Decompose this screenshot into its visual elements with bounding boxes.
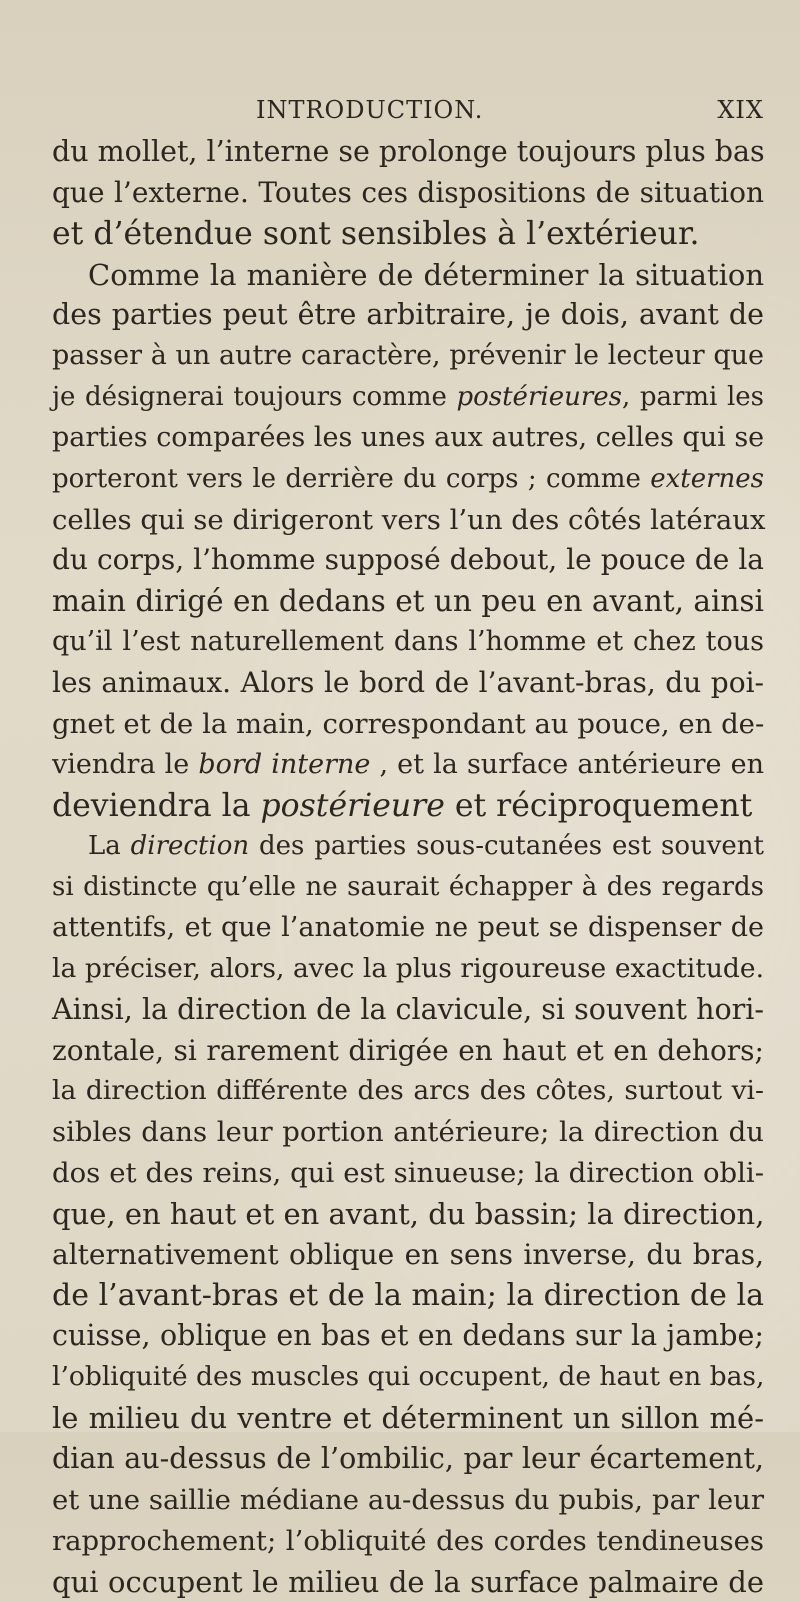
- text-line: [52, 786, 764, 827]
- text-line: [52, 622, 764, 663]
- text-segment: qu’il l’est naturellement dans l’homme et chez tous: [52, 626, 764, 658]
- text-line: [52, 1276, 764, 1317]
- text-segment: La: [88, 831, 131, 862]
- text-line: [52, 867, 764, 908]
- running-title: INTRODUCTION.: [256, 96, 484, 124]
- text-line: [52, 500, 764, 541]
- text-line: [52, 1112, 764, 1153]
- text-line: [52, 1439, 764, 1480]
- text-segment: deviendra la: [52, 787, 261, 824]
- text-segment: zontale, si rarement dirigée en haut et en dehors;: [52, 1033, 764, 1067]
- italic-term: externes: [650, 463, 764, 494]
- running-head: [56, 96, 764, 130]
- text-segment: dos et des reins, qui est sinueuse; la direction obli-: [52, 1157, 764, 1190]
- text-line: [52, 459, 764, 500]
- text-line: [52, 663, 764, 704]
- text-segment: si distincte qu’elle ne saurait échapper à des regards: [52, 872, 764, 903]
- text-line: [52, 581, 764, 622]
- text-segment: viendra le: [52, 748, 199, 780]
- text-segment: porteront vers le derrière du corps ; comme: [52, 463, 651, 494]
- text-segment: cuisse, oblique en bas et en dedans sur la jambe;: [52, 1319, 764, 1353]
- text-segment: , parmi les: [621, 382, 764, 413]
- text-segment: et une saillie médiane au-dessus du pubis, par leur: [52, 1483, 764, 1516]
- text-segment: les animaux. Alors le bord de l’avant-bras, du poi-: [52, 665, 764, 699]
- text-segment: la préciser, alors, avec la plus rigoureuse exactitude.: [52, 952, 764, 984]
- text-segment: la direction différente des arcs des côtes, surtout vi-: [52, 1075, 764, 1107]
- text-segment: alternativement oblique en sens inverse, du bras,: [52, 1237, 764, 1271]
- text-segment: Comme la manière de déterminer la situation: [88, 257, 764, 292]
- text-segment: des parties peut être arbitraire, je dois, avant de: [52, 298, 764, 332]
- text-segment: du mollet, l’interne se prolonge toujours plus bas: [52, 135, 765, 168]
- text-segment: que l’externe. Toutes ces dispositions de situation: [52, 175, 764, 209]
- text-line: [52, 1235, 764, 1276]
- text-line: [52, 1194, 764, 1235]
- text-line: [52, 1521, 764, 1562]
- text-line: [52, 540, 764, 581]
- text-line: [52, 1357, 764, 1398]
- text-segment: attentifs, et que l’anatomie ne peut se dispenser de: [52, 912, 764, 944]
- text-line: [52, 704, 764, 745]
- text-segment: et d’étendue sont sensibles à l’extérieur.: [52, 215, 700, 252]
- text-line: [52, 173, 764, 214]
- text-line: [52, 1153, 764, 1194]
- text-line: [52, 1031, 764, 1072]
- text-line: [52, 1398, 764, 1439]
- text-segment: dian au-dessus de l’ombilic, par leur écartement,: [52, 1442, 764, 1475]
- text-line: [52, 745, 764, 786]
- text-line: [52, 990, 764, 1031]
- text-line: [52, 214, 764, 255]
- text-segment: gnet et de la main, correspondant au pouce, en de-: [52, 707, 765, 740]
- text-segment: parties comparées les unes aux autres, celles qui se: [52, 421, 765, 453]
- text-segment: le milieu du ventre et déterminent un sillon mé-: [52, 1401, 764, 1436]
- italic-term: direction: [130, 831, 250, 862]
- text-line: [52, 255, 764, 296]
- text-segment: qui occupent le milieu de la surface palmaire de: [52, 1564, 764, 1599]
- text-line: [52, 826, 764, 867]
- text-segment: rapprochement; l’obliquité des cordes tendineuses: [52, 1524, 764, 1557]
- text-line: [52, 1562, 764, 1602]
- page-number: XIX: [717, 96, 764, 124]
- italic-term: postérieure: [260, 787, 445, 824]
- italic-term: bord interne: [198, 748, 371, 780]
- text-segment: du corps, l’homme supposé debout, le pouce de la: [52, 543, 764, 577]
- text-segment: et réciproquement: [444, 787, 753, 824]
- text-line: [52, 295, 764, 336]
- text-segment: que, en haut et en avant, du bassin; la direction,: [52, 1196, 765, 1231]
- text-segment: passer à un autre caractère, prévenir le lecteur que: [52, 340, 764, 372]
- text-segment: celles qui se dirigeront vers l’un des côtés latéraux: [52, 503, 766, 536]
- text-line: [52, 1316, 764, 1357]
- text-line: [52, 949, 764, 990]
- text-line: [52, 908, 764, 949]
- text-line: [52, 336, 764, 377]
- body-text: [52, 132, 764, 1602]
- text-line: [52, 1480, 764, 1521]
- text-segment: Ainsi, la direction de la clavicule, si souvent hori-: [52, 992, 764, 1026]
- text-line: [52, 377, 764, 418]
- text-line: [52, 418, 764, 459]
- text-line: [52, 1071, 764, 1112]
- text-segment: l’obliquité des muscles qui occupent, de haut en bas,: [52, 1361, 765, 1393]
- text-segment: , et la surface antérieure en: [370, 748, 764, 780]
- text-segment: je désignerai toujours comme: [52, 382, 457, 413]
- italic-term: postérieures: [456, 382, 622, 413]
- text-line: [52, 132, 764, 173]
- text-segment: main dirigé en dedans et un peu en avant, ainsi: [52, 584, 764, 619]
- text-segment: sibles dans leur portion antérieure; la direction du: [52, 1116, 764, 1149]
- text-segment: des parties sous-cutanées est souvent: [249, 831, 765, 862]
- text-segment: de l’avant-bras et de la main; la direction de la: [52, 1277, 764, 1313]
